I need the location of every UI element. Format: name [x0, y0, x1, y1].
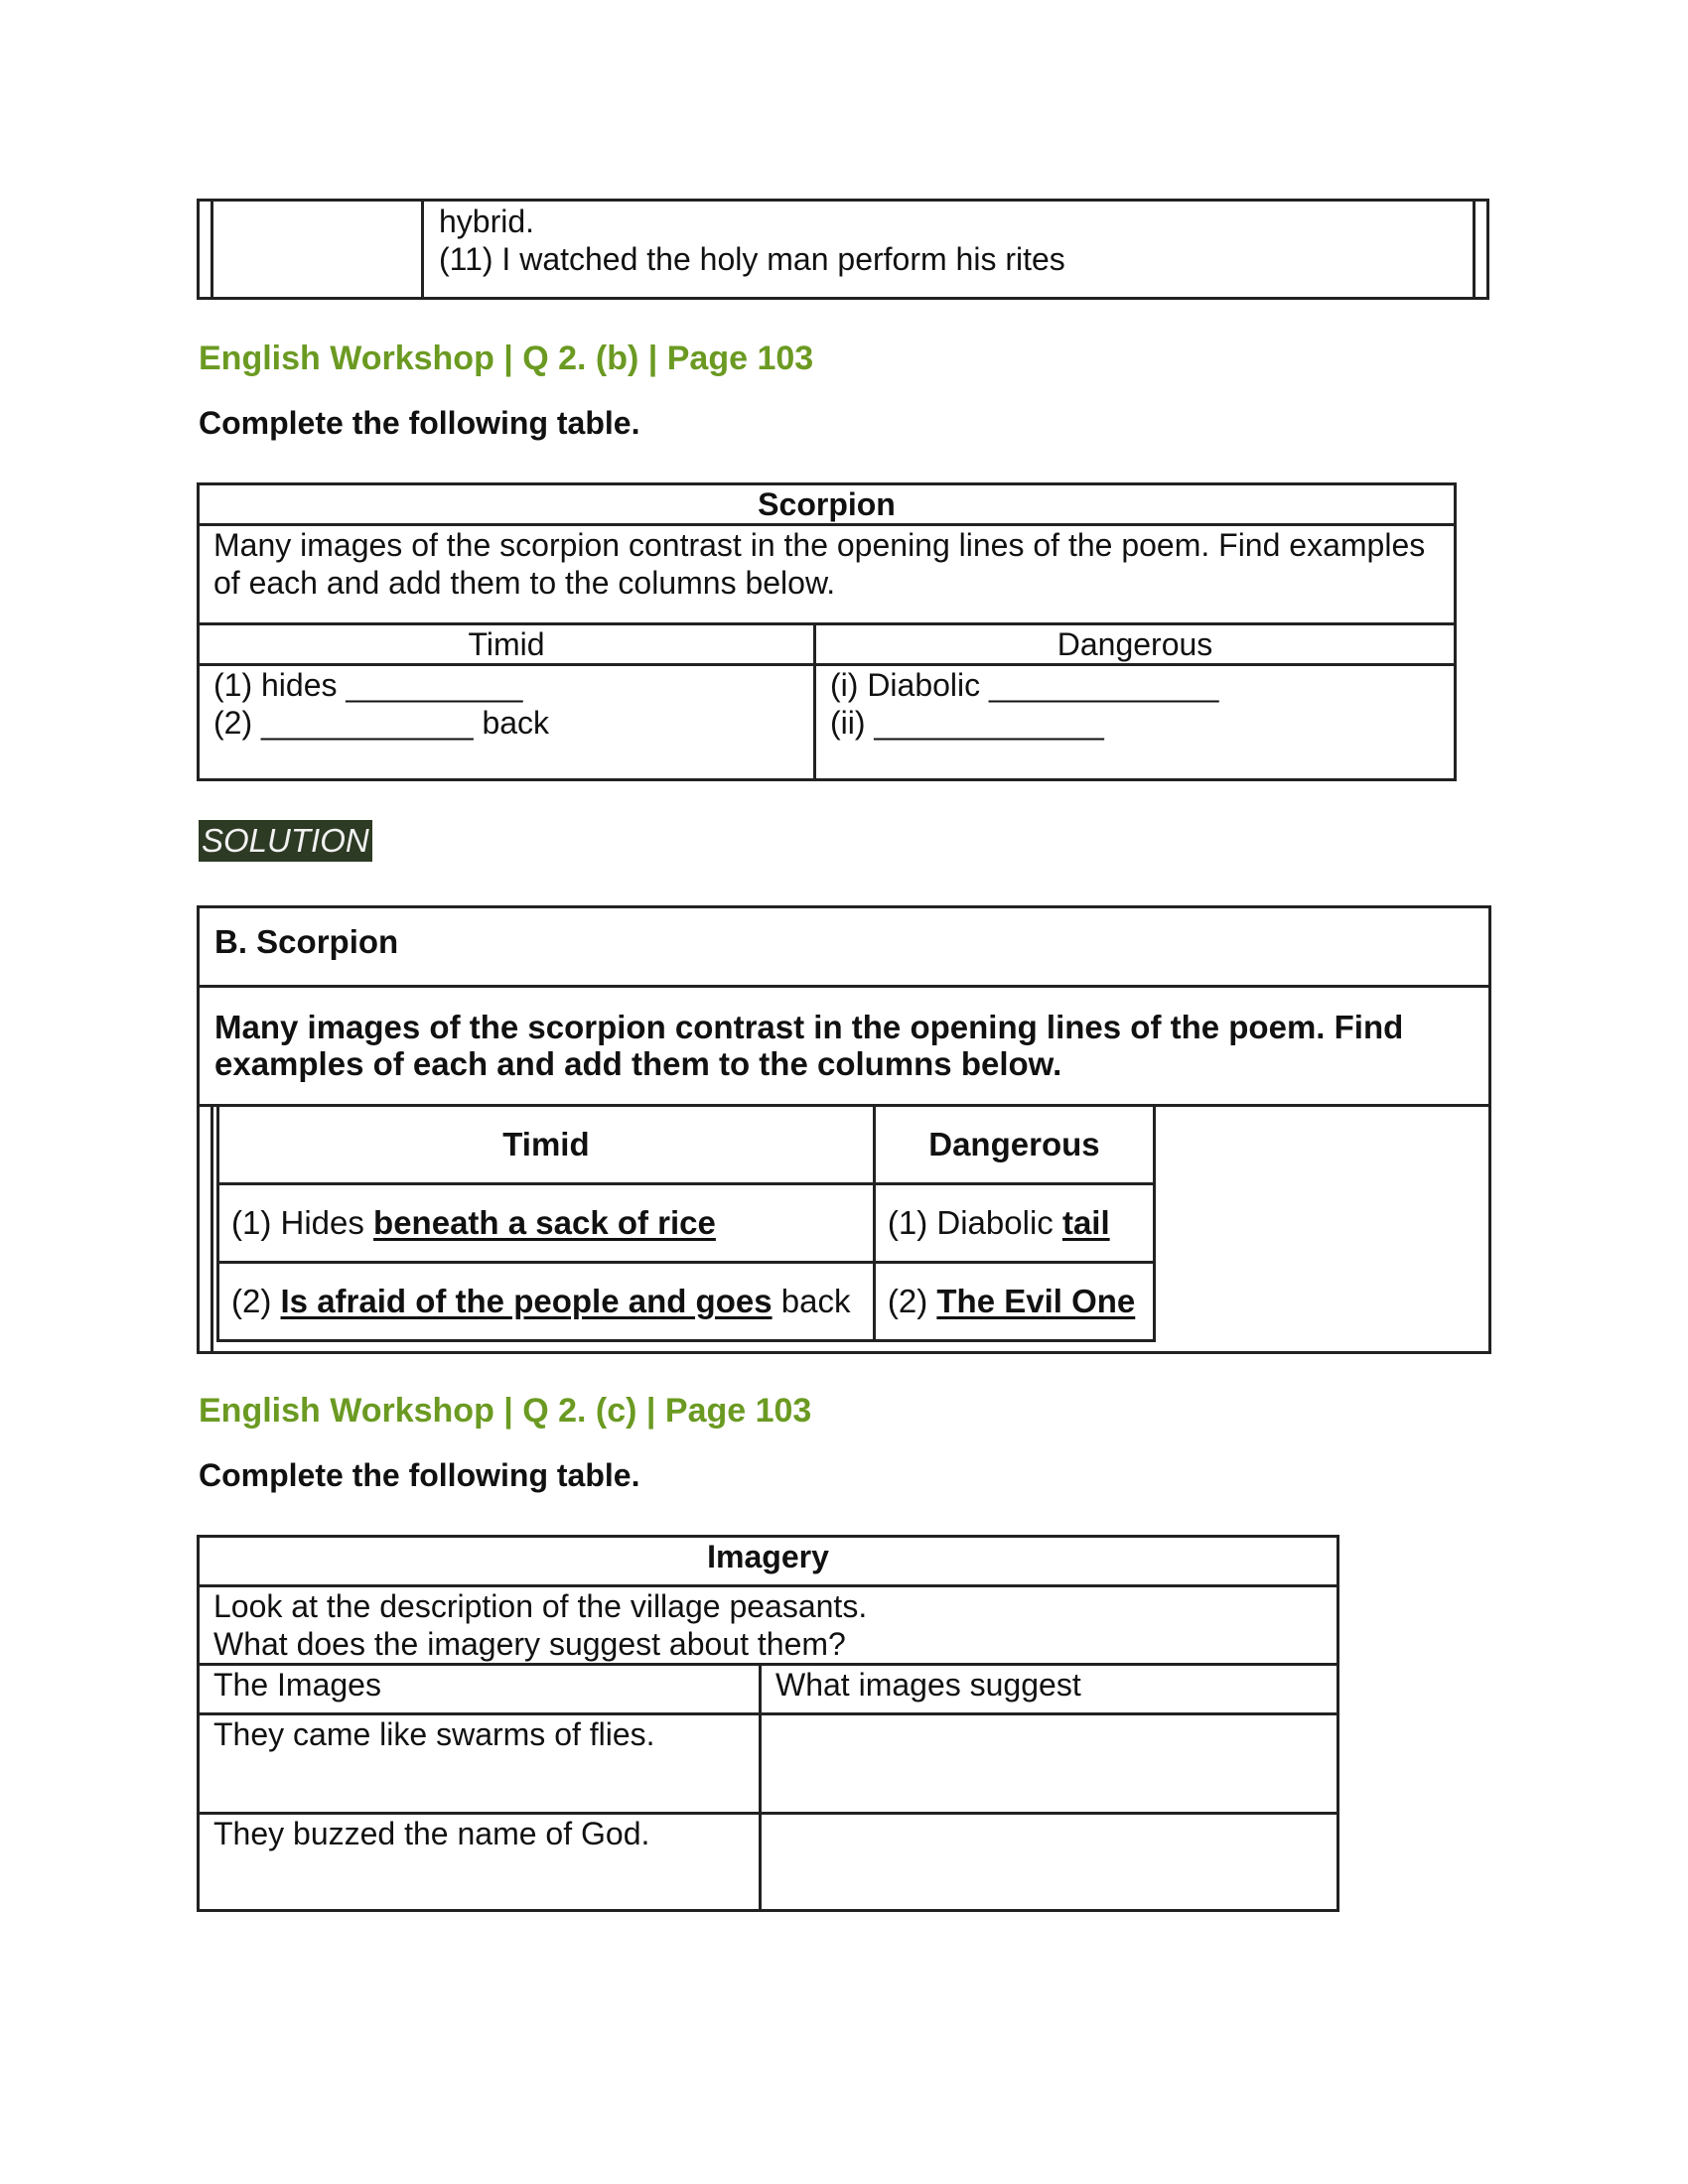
dangerous-line-2: (ii) _____________ — [830, 705, 1104, 741]
imagery-question-table — [197, 1535, 1339, 1912]
table-description: Many images of the scorpion contrast in the opening lines of the poem. Find examples of each and add them to the columns below. — [199, 525, 1456, 624]
table-row — [218, 1263, 1155, 1341]
table-row — [218, 1184, 1155, 1263]
table-row — [199, 1814, 1338, 1911]
answer: beneath a sack of rice — [373, 1204, 716, 1241]
timid-cell — [199, 665, 815, 780]
timid-line-1: (1) hides __________ — [213, 667, 523, 703]
solution-dangerous-2: (2) The Evil One — [874, 1263, 1154, 1341]
answer: Is afraid of the people and goes — [280, 1283, 773, 1319]
continued-cell — [439, 203, 1065, 278]
column-header-dangerous: Dangerous — [815, 624, 1456, 665]
suggest-cell — [761, 1714, 1338, 1814]
solution-badge: SOLUTION — [199, 820, 372, 862]
section-b-heading: English Workshop | Q 2. (b) | Page 103 — [199, 340, 814, 377]
solution-timid-2: (2) Is afraid of the people and goes back — [218, 1263, 875, 1341]
answer: The Evil One — [936, 1283, 1136, 1319]
continued-table — [197, 199, 1489, 300]
solution-description: Many images of the scorpion contrast in the opening lines of the poem. Find examples of each and add them to the columns below. — [214, 1009, 1404, 1082]
solution-title: B. Scorpion — [214, 923, 399, 960]
scorpion-question-table — [197, 482, 1457, 781]
solution-header-dangerous: Dangerous — [874, 1106, 1154, 1184]
solution-table — [197, 905, 1491, 1354]
section-b-instruction: Complete the following table. — [199, 405, 640, 441]
solution-inner-table — [216, 1104, 1156, 1342]
column-header-suggest: What images suggest — [761, 1665, 1338, 1714]
continued-line-2: (11) I watched the holy man perform his rites — [439, 241, 1065, 277]
section-c-heading: English Workshop | Q 2. (c) | Page 103 — [199, 1392, 812, 1430]
table-row — [199, 1714, 1338, 1814]
solution-dangerous-1: (1) Diabolic tail — [874, 1184, 1154, 1263]
dangerous-cell — [815, 665, 1456, 780]
imagery-description: Look at the description of the village peasants. What does the imagery suggest about them? — [199, 1586, 1338, 1665]
image-cell: They came like swarms of flies. — [199, 1714, 761, 1814]
solution-timid-1: (1) Hides beneath a sack of rice — [218, 1184, 875, 1263]
column-header-timid: Timid — [199, 624, 815, 665]
image-cell: They buzzed the name of God. — [199, 1814, 761, 1911]
imagery-title: Imagery — [199, 1537, 1338, 1586]
column-header-images: The Images — [199, 1665, 761, 1714]
suggest-cell — [761, 1814, 1338, 1911]
dangerous-line-1: (i) Diabolic _____________ — [830, 667, 1219, 703]
table-title: Scorpion — [199, 484, 1456, 525]
continued-line-1: hybrid. — [439, 204, 535, 239]
answer: tail — [1061, 1204, 1110, 1241]
solution-header-timid: Timid — [218, 1106, 875, 1184]
timid-line-2: (2) ____________ back — [213, 705, 550, 741]
section-c-instruction: Complete the following table. — [199, 1457, 640, 1493]
